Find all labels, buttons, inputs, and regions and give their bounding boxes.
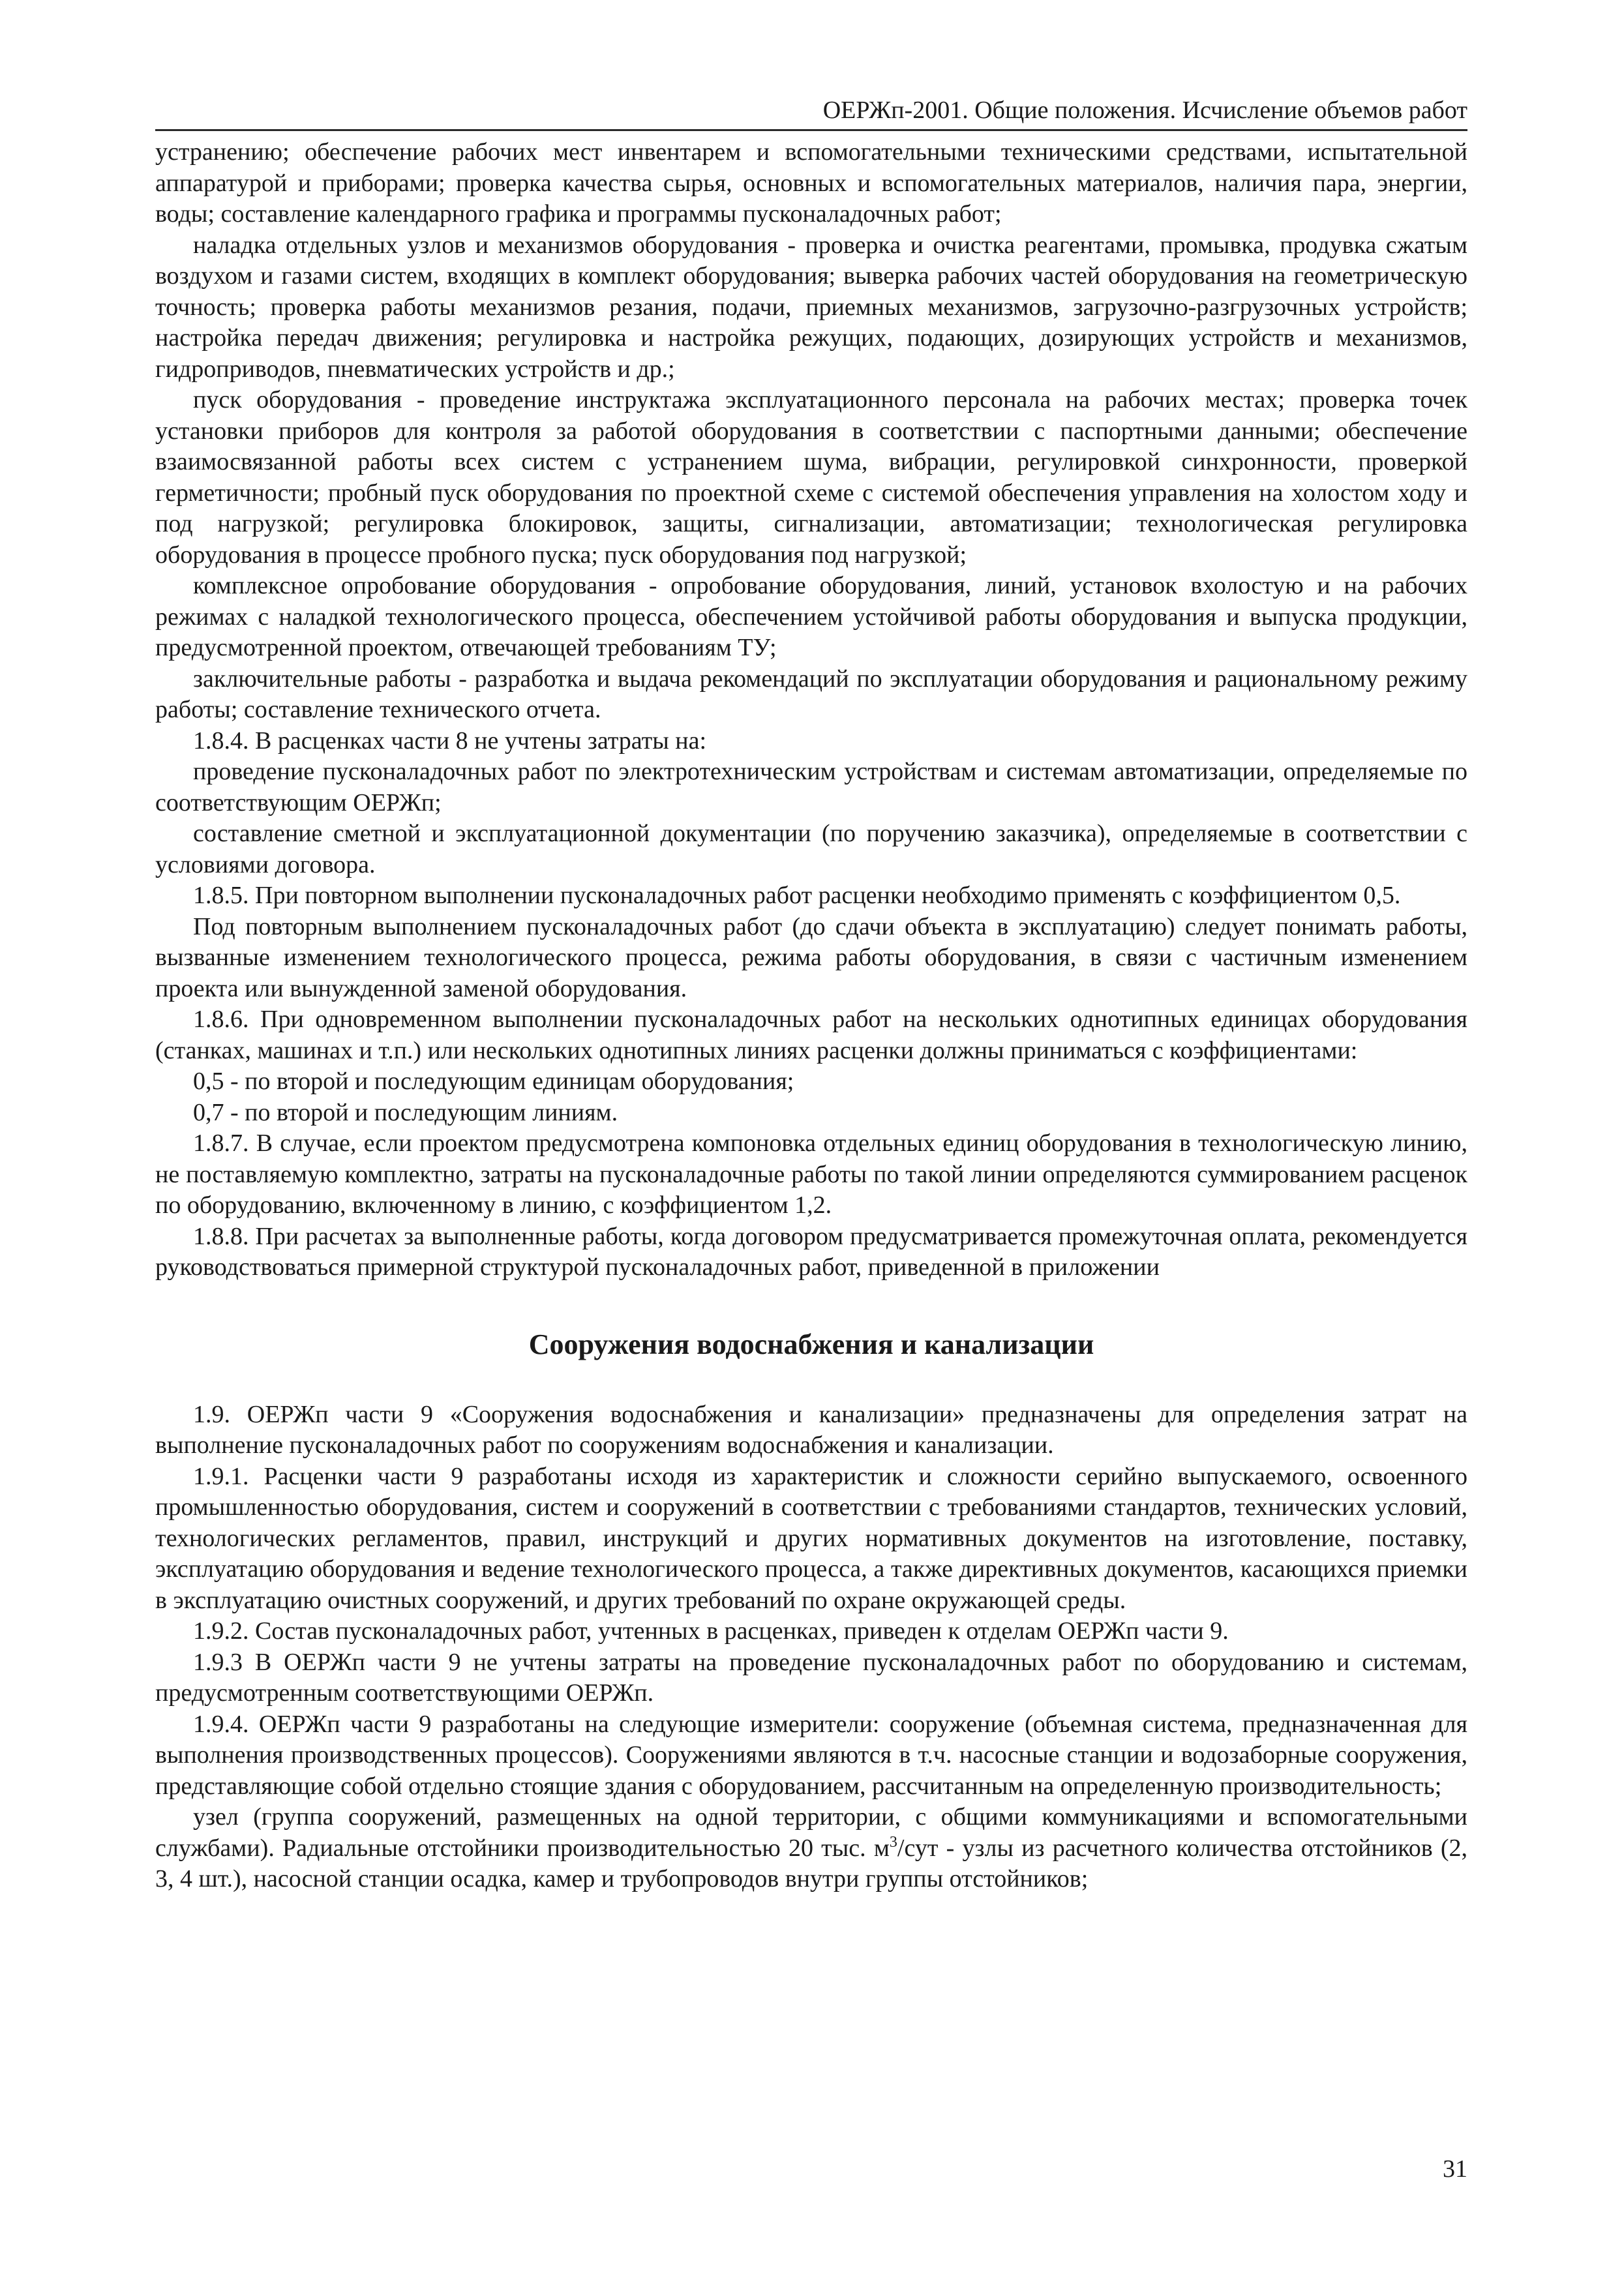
- running-header: [155, 90, 1467, 131]
- paragraph: проведение пусконаладочных работ по электротехническим устройствам и системам автоматизации, определяемые по соответствующим ОЕРЖп;: [155, 758, 1467, 816]
- paragraph: комплексное опробование оборудования - опробование оборудования, линий, установок вхолостую и на рабочих режимах с наладкой технологического процесса, обеспечением устойчивой работы оборудования и выпуска продукции, предусмотренной проектом, отвечающей требованиям ТУ;: [155, 572, 1467, 661]
- running-title: ОЕРЖп-2001. Общие положения. Исчисление объемов работ: [822, 97, 1467, 124]
- paragraph: 1.9.2. Состав пусконаладочных работ, учтенных в расценках, приведен к отделам ОЕРЖп части 9.: [193, 1617, 1229, 1645]
- paragraph: Под повторным выполнением пусконаладочных работ (до сдачи объекта в эксплуатацию) следует понимать работы, вызванные изменением технологического процесса, режима работы оборудования, в связи с частичным изменением проекта или вынужденной заменой оборудования.: [155, 912, 1467, 1002]
- paragraph: заключительные работы - разработка и выдача рекомендаций по эксплуатации оборудования и рациональному режиму работы; составление технического отчета.: [155, 665, 1467, 723]
- page-body: [155, 137, 1467, 1895]
- paragraph: пуск оборудования - проведение инструктажа эксплуатационного персонала на рабочих местах; проверка точек установки приборов для контроля за работой оборудования в соответствии с паспортными данными; обеспечение взаимосвязанной работы всех систем с устранением шума, вибрации, регулировкой синхронности, проверкой герметичности; пробный пуск оборудования по проектной схеме с системой обеспечения управления на холостом ходу и под нагрузкой; регулировка блокировок, защиты, сигнализации, автоматизации; технологическая регулировка оборудования в процессе пробного пуска; пуск оборудования под нагрузкой;: [155, 386, 1467, 569]
- paragraph: наладка отдельных узлов и механизмов оборудования - проверка и очистка реагентами, промывка, продувка сжатым воздухом и газами систем, входящих в комплект оборудования; выверка рабочих частей оборудования на геометрическую точность; проверка работы механизмов резания, подачи, приемных механизмов, загрузочно-разгрузочных устройств; настройка передач движения; регулировка и настройка режущих, подающих, дозирующих устройств и механизмов, гидроприводов, пневматических устройств и др.;: [155, 231, 1467, 383]
- paragraph: 1.8.8. При расчетах за выполненные работы, когда договором предусматривается промежуточная оплата, рекомендуется руководствоваться примерной структурой пусконаладочных работ, приведенной в приложении: [155, 1222, 1467, 1281]
- paragraph: 0,7 - по второй и последующим линиям.: [193, 1098, 618, 1126]
- paragraph: 1.8.6. При одновременном выполнении пусконаладочных работ на нескольких однотипных единицах оборудования (станках, машинах и т.п.) или нескольких однотипных линиях расценки должны приниматься с коэффициентами:: [155, 1006, 1467, 1064]
- paragraph: 1.9.1. Расценки части 9 разработаны исходя из характеристик и сложности серийно выпускаемого, освоенного промышленностью оборудования, систем и сооружений в соответствии с требованиями стандартов, технических условий, технологических регламентов, правил, инструкций и других нормативных документов на изготовление, поставку, эксплуатацию оборудования и ведение технологического процесса, а также директивных документов, касающихся приемки в эксплуатацию очистных сооружений, и других требований по охране окружающей среды.: [155, 1462, 1467, 1614]
- paragraph: 1.8.5. При повторном выполнении пусконаладочных работ расценки необходимо применять с коэффициентом 0,5.: [193, 882, 1401, 909]
- paragraph: устранению; обеспечение рабочих мест инвентарем и вспомогательными техническими средствами, испытательной аппаратурой и приборами; проверка качества сырья, основных и вспомогательных материалов, наличия пара, энергии, воды; составление календарного графика и программы пусконаладочных работ;: [155, 138, 1467, 228]
- paragraph: составление сметной и эксплуатационной документации (по поручению заказчика), определяемые в соответствии с условиями договора.: [155, 820, 1467, 878]
- paragraph: 1.8.4. В расценках части 8 не учтены затраты на:: [193, 726, 707, 755]
- paragraph: 1.9.3 В ОЕРЖп части 9 не учтены затраты на проведение пусконаладочных работ по оборудованию и системам, предусмотренным соответствующими ОЕРЖп.: [155, 1648, 1467, 1707]
- paragraph: 1.9. ОЕРЖп части 9 «Сооружения водоснабжения и канализации» предназначены для определения затрат на выполнение пусконаладочных работ по сооружениям водоснабжения и канализации.: [155, 1400, 1467, 1459]
- page-number: 31: [1443, 2155, 1467, 2183]
- text-run: узел (группа сооружений, размещенных на одной территории, с общими коммуникациями и вспомогательными службами). Радиальные отстойники производительностью 20 тыс. м: [155, 1803, 1467, 1862]
- superscript: 3: [889, 1833, 897, 1851]
- section-heading: Сооружения водоснабжения и канализации: [528, 1328, 1094, 1360]
- paragraph: 1.8.7. В случае, если проектом предусмотрена компоновка отдельных единиц оборудования в технологическую линию, не поставляемую комплектно, затраты на пусконаладочные работы по такой линии определяются суммированием расценок по оборудованию, включенному в линию, с коэффициентом 1,2.: [155, 1130, 1467, 1219]
- paragraph-with-superscript: [155, 1802, 1467, 1895]
- text-run: /сут - узлы из расчетного количества отстойников (2, 3, 4 шт.), насосной станции осадка, камер и трубопроводов внутри группы отстойников;: [155, 1834, 1468, 1893]
- paragraph: 0,5 - по второй и последующим единицам оборудования;: [193, 1068, 794, 1095]
- paragraph: 1.9.4. ОЕРЖп части 9 разработаны на следующие измерители: сооружение (объемная система, предназначенная для выполнения производственных процессов). Сооружениями являются в т.ч. насосные станции и водозаборные сооружения, представляющие собой отдельно стоящие здания с оборудованием, рассчитанным на определенную производительность;: [155, 1710, 1467, 1800]
